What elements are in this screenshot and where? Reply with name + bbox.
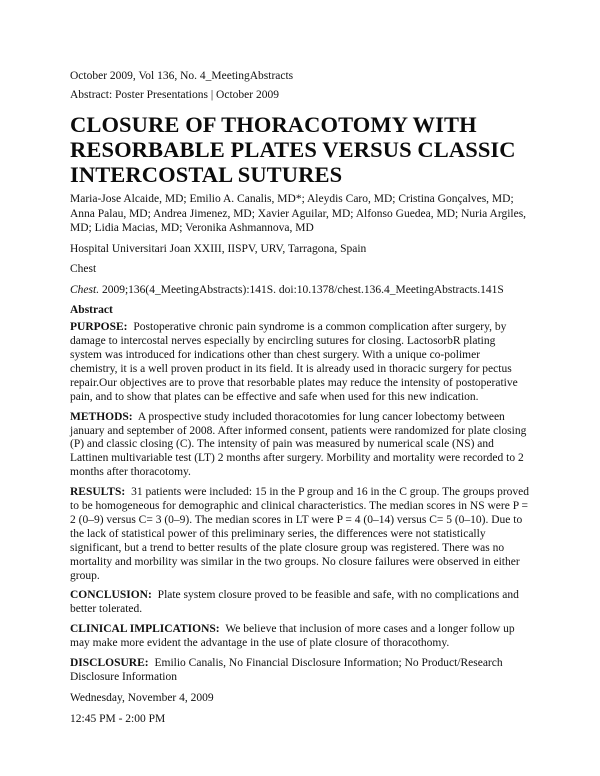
author-list: Maria-Jose Alcaide, MD; Emilio A. Canalis, MD*; Aleydis Caro, MD; Cristina Gonçalves, MD; Anna Palau, MD; Andrea Jimenez, MD; Xavier Aguilar, MD; Alfonso Guedea, MD; Nuria Argiles, MD; Lidia Macias, MD; Veronika Ashmannova, MD	[70, 193, 527, 235]
section-text: We believe that inclusion of more cases and a longer follow up may make more evident the advantage in the use of plate closure of thoracothomy.	[70, 623, 515, 650]
section-text: Postoperative chronic pain syndrome is a common complication after surgery, by damage to intercostal nerves especially by encircling sutures for closing. LactosorbR plating system was introduced for indications other than chest surgery. With a unique co-polimer chemistry, it is a well proven product in its field. It is already used in thoracic surgery for pectus repair.Our objectives are to prove that resorbable plates may reduce the intensity of postoperative pain, and to show that plates can be effective and safe when used for this new indication.	[70, 321, 518, 403]
section-methods	[70, 411, 530, 481]
section-text: 31 patients were included: 15 in the P group and 16 in the C group. The groups proved to be homogeneous for demographic and clinical characteristics. The median scores in NS were P = 2 (0–9) versus C= 3 (0–9). The median scores in LT were P = 4 (0–14) versus C= 5 (0–10). Due to the lack of statistical power of this preliminary series, the differences were not statistically significant, but a trend to better results of the plate closure group was registered. There was no mortality and morbility was similar in the two groups. No closure failures were observed in either group.	[70, 486, 530, 582]
section-text: A prospective study included thoracotomies for lung cancer lobectomy between january and september of 2008. After informed consent, patients were randomized for plate closing (P) and classic closing (C). The intensity of pain was measured by numerical scale (NS) and Lattinen multivariable test (LT) 2 months after surgery. Morbility and mortality were recorded to 2 months after thoracotomy.	[70, 410, 527, 479]
section-label: CLINICAL IMPLICATIONS:	[70, 623, 220, 636]
affiliation: Hospital Universitari Joan XXIII, IISPV, URV, Tarragona, Spain	[70, 242, 367, 255]
section-label: CONCLUSION:	[70, 589, 152, 602]
section-purpose	[70, 321, 530, 404]
journal-name: Chest	[70, 263, 97, 276]
section-disclosure	[70, 657, 530, 685]
section-label: PURPOSE:	[70, 321, 128, 334]
section-text: Emilio Canalis, No Financial Disclosure Information; No Product/Research Disclosure Information	[70, 657, 503, 683]
category-line: Abstract: Poster Presentations | October 2009	[70, 89, 279, 101]
section-label: RESULTS:	[70, 486, 126, 499]
session-time: 12:45 PM - 2:00 PM	[70, 712, 166, 725]
section-label: METHODS:	[70, 410, 133, 423]
abstract-heading: Abstract	[70, 303, 113, 316]
section-results	[70, 486, 530, 583]
section-clinical-implications	[70, 623, 530, 651]
issue-line: October 2009, Vol 136, No. 4_MeetingAbstracts	[70, 70, 294, 82]
article-title: CLOSURE OF THORACOTOMY WITH RESORBABLE PLATES VERSUS CLASSIC INTERCOSTAL SUTURES	[70, 112, 516, 187]
citation-journal: Chest.	[70, 283, 100, 296]
section-conclusion	[70, 589, 530, 617]
session-date: Wednesday, November 4, 2009	[70, 691, 214, 704]
section-text: Plate system closure proved to be feasible and safe, with no complications and better tolerated.	[70, 589, 519, 616]
section-label: DISCLOSURE:	[70, 657, 149, 670]
citation-line	[70, 283, 530, 298]
citation-text: 2009;136(4_MeetingAbstracts):141S. doi:10.1378/chest.136.4_MeetingAbstracts.141S	[99, 283, 504, 296]
